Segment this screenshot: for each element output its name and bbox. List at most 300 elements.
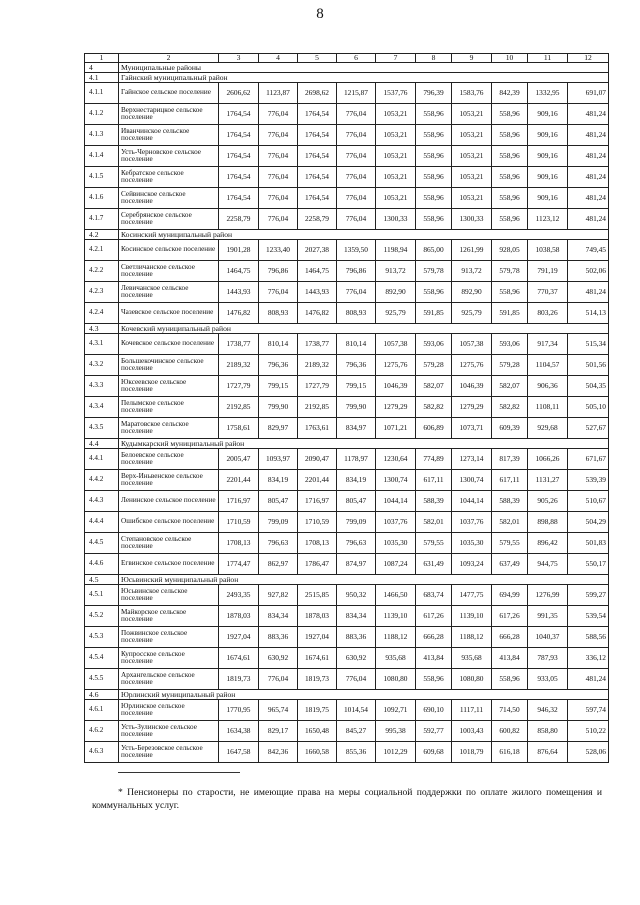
value-cell: 481,24 [568,669,609,690]
settlement-name: Серебрянское сельское поселение [119,209,219,230]
table-row [85,418,609,439]
value-cell: 481,24 [568,167,609,188]
value-cell: 1764,54 [298,104,337,125]
row-code: 4.4.2 [85,470,119,491]
value-cell: 776,04 [337,209,376,230]
value-cell: 865,00 [416,240,452,261]
value-cell: 593,06 [492,334,528,355]
settlement-name: Степановское сельское поселение [119,533,219,554]
value-cell: 1443,93 [219,282,259,303]
value-cell: 2201,44 [298,470,337,491]
settlement-name: Егвинское сельское поселение [119,554,219,575]
value-cell: 558,96 [416,125,452,146]
value-cell: 558,96 [416,146,452,167]
value-cell: 501,56 [568,355,609,376]
row-code: 4.1.3 [85,125,119,146]
value-cell: 925,79 [452,303,492,324]
value-cell: 791,19 [528,261,568,282]
value-cell: 1764,54 [298,167,337,188]
value-cell: 1466,50 [376,585,416,606]
value-cell: 925,79 [376,303,416,324]
column-number: 7 [376,54,416,63]
row-code: 4.5.3 [85,627,119,648]
value-cell: 905,26 [528,491,568,512]
column-number: 6 [337,54,376,63]
value-cell: 592,77 [416,721,452,742]
value-cell: 787,93 [528,648,568,669]
value-cell: 776,04 [259,209,298,230]
value-cell: 1139,10 [452,606,492,627]
value-cell: 558,96 [492,146,528,167]
value-cell: 776,04 [337,146,376,167]
value-cell: 413,84 [416,648,452,669]
table-row [85,648,609,669]
value-cell: 896,42 [528,533,568,554]
table-row [85,240,609,261]
value-cell: 558,96 [416,104,452,125]
tariff-table [84,53,609,763]
value-cell: 2515,85 [298,585,337,606]
table-row [85,397,609,418]
settlement-name: Кебратское сельское поселение [119,167,219,188]
value-cell: 579,28 [416,355,452,376]
value-cell: 694,99 [492,585,528,606]
settlement-name: Косинское сельское поселение [119,240,219,261]
table-row [85,449,609,470]
value-cell: 799,15 [337,376,376,397]
value-cell: 1275,76 [452,355,492,376]
value-cell: 874,97 [337,554,376,575]
value-cell: 2698,62 [298,83,337,104]
value-cell: 808,93 [337,303,376,324]
table-row [85,533,609,554]
column-number: 11 [528,54,568,63]
value-cell: 906,36 [528,376,568,397]
value-cell: 1053,21 [452,167,492,188]
value-cell: 582,07 [492,376,528,397]
section-row [85,63,609,73]
value-cell: 805,47 [337,491,376,512]
settlement-name: Левичанское сельское поселение [119,282,219,303]
value-cell: 929,68 [528,418,568,439]
value-cell: 796,63 [337,533,376,554]
value-cell: 796,39 [416,83,452,104]
value-cell: 558,96 [492,209,528,230]
value-cell: 876,64 [528,742,568,763]
value-cell: 558,96 [416,188,452,209]
row-code: 4.3.1 [85,334,119,355]
value-cell: 834,97 [337,418,376,439]
settlement-name: Пожвинское сельское поселение [119,627,219,648]
value-cell: 714,50 [492,700,528,721]
value-cell: 1477,75 [452,585,492,606]
value-cell: 935,68 [376,648,416,669]
row-code: 4.6.1 [85,700,119,721]
value-cell: 1044,14 [376,491,416,512]
settlement-name: Купросское сельское поселение [119,648,219,669]
section-row [85,73,609,83]
column-number-row [85,54,609,63]
value-cell: 609,68 [416,742,452,763]
value-cell: 1819,73 [219,669,259,690]
value-cell: 1764,54 [219,104,259,125]
value-cell: 1092,71 [376,700,416,721]
column-number: 10 [492,54,528,63]
footnote: * Пенсионеры по старости, не имеющие права на меры социальной поддержки по оплате жилого помещения и коммунальных услуг. [92,787,602,811]
settlement-name: Усть-Березовское сельское поселение [119,742,219,763]
value-cell: 776,04 [259,104,298,125]
section-code: 4.2 [85,230,119,240]
value-cell: 858,80 [528,721,568,742]
value-cell: 501,83 [568,533,609,554]
value-cell: 950,32 [337,585,376,606]
value-cell: 591,85 [416,303,452,324]
value-cell: 579,55 [492,533,528,554]
value-cell: 1727,79 [298,376,337,397]
row-code: 4.1.4 [85,146,119,167]
value-cell: 1634,38 [219,721,259,742]
value-cell: 1738,77 [298,334,337,355]
value-cell: 2606,62 [219,83,259,104]
value-cell: 1035,30 [452,533,492,554]
value-cell: 481,24 [568,104,609,125]
value-cell: 776,04 [259,125,298,146]
value-cell: 527,67 [568,418,609,439]
section-row [85,575,609,585]
value-cell: 834,19 [337,470,376,491]
value-cell: 1774,47 [219,554,259,575]
value-cell: 1080,80 [452,669,492,690]
row-code: 4.2.2 [85,261,119,282]
value-cell: 776,04 [337,669,376,690]
value-cell: 1276,99 [528,585,568,606]
value-cell: 579,28 [492,355,528,376]
value-cell: 1080,80 [376,669,416,690]
table-row [85,104,609,125]
value-cell: 1178,97 [337,449,376,470]
value-cell: 1123,12 [528,209,568,230]
value-cell: 582,01 [492,512,528,533]
value-cell: 913,72 [376,261,416,282]
value-cell: 1786,47 [298,554,337,575]
value-cell: 776,04 [337,125,376,146]
value-cell: 336,12 [568,648,609,669]
value-cell: 666,28 [416,627,452,648]
value-cell: 2192,85 [219,397,259,418]
value-cell: 671,67 [568,449,609,470]
value-cell: 1764,54 [298,146,337,167]
settlement-name: Майкорское сельское поселение [119,606,219,627]
value-cell: 2189,32 [219,355,259,376]
table-row [85,83,609,104]
value-cell: 834,19 [259,470,298,491]
value-cell: 805,47 [259,491,298,512]
section-row [85,230,609,240]
value-cell: 558,96 [492,125,528,146]
value-cell: 776,04 [259,669,298,690]
value-cell: 1261,99 [452,240,492,261]
value-cell: 776,04 [337,282,376,303]
settlement-name: Белоевское сельское поселение [119,449,219,470]
value-cell: 558,96 [416,167,452,188]
value-cell: 1464,75 [219,261,259,282]
row-code: 4.4.1 [85,449,119,470]
table-row [85,376,609,397]
value-cell: 481,24 [568,146,609,167]
value-cell: 1710,59 [298,512,337,533]
section-title: Кочевский муниципальный район [119,324,609,334]
value-cell: 799,15 [259,376,298,397]
row-code: 4.5.2 [85,606,119,627]
value-cell: 1087,24 [376,554,416,575]
value-cell: 1093,24 [452,554,492,575]
value-cell: 2258,79 [298,209,337,230]
value-cell: 909,16 [528,104,568,125]
table-row [85,721,609,742]
value-cell: 883,36 [259,627,298,648]
row-code: 4.1.7 [85,209,119,230]
value-cell: 606,89 [416,418,452,439]
value-cell: 1764,54 [219,125,259,146]
value-cell: 1057,38 [376,334,416,355]
value-cell: 965,74 [259,700,298,721]
table-row [85,146,609,167]
table-row [85,334,609,355]
value-cell: 1046,39 [452,376,492,397]
value-cell: 597,74 [568,700,609,721]
value-cell: 842,39 [492,83,528,104]
value-cell: 776,04 [337,188,376,209]
settlement-name: Кочевское сельское поселение [119,334,219,355]
value-cell: 504,29 [568,512,609,533]
value-cell: 776,04 [259,146,298,167]
row-code: 4.1.6 [85,188,119,209]
value-cell: 1764,54 [219,167,259,188]
value-cell: 1053,21 [376,125,416,146]
section-code: 4 [85,63,119,73]
table-row [85,261,609,282]
section-row [85,324,609,334]
value-cell: 928,05 [492,240,528,261]
value-cell: 617,11 [492,470,528,491]
value-cell: 528,06 [568,742,609,763]
value-cell: 588,39 [492,491,528,512]
value-cell: 1230,64 [376,449,416,470]
value-cell: 582,01 [416,512,452,533]
value-cell: 1273,14 [452,449,492,470]
settlement-name: Светличанское сельское поселение [119,261,219,282]
table-row [85,627,609,648]
value-cell: 1647,58 [219,742,259,763]
value-cell: 749,45 [568,240,609,261]
settlement-name: Маратовское сельское поселение [119,418,219,439]
settlement-name: Архангельское сельское поселение [119,669,219,690]
row-code: 4.4.3 [85,491,119,512]
value-cell: 1139,10 [376,606,416,627]
value-cell: 799,90 [259,397,298,418]
value-cell: 579,55 [416,533,452,554]
value-cell: 1057,38 [452,334,492,355]
value-cell: 946,32 [528,700,568,721]
value-cell: 691,07 [568,83,609,104]
row-code: 4.5.1 [85,585,119,606]
section-code: 4.3 [85,324,119,334]
value-cell: 834,34 [259,606,298,627]
row-code: 4.3.3 [85,376,119,397]
value-cell: 1279,29 [376,397,416,418]
value-cell: 1758,61 [219,418,259,439]
section-title: Муниципальные районы [119,63,609,73]
column-number: 1 [85,54,119,63]
value-cell: 481,24 [568,125,609,146]
row-code: 4.4.6 [85,554,119,575]
value-cell: 913,72 [452,261,492,282]
value-cell: 588,56 [568,627,609,648]
settlement-name: Большекочинское сельское поселение [119,355,219,376]
row-code: 4.1.5 [85,167,119,188]
value-cell: 1332,95 [528,83,568,104]
settlement-name: Юксеевское сельское поселение [119,376,219,397]
value-cell: 1073,71 [452,418,492,439]
table-row [85,470,609,491]
settlement-name: Юрлинское сельское поселение [119,700,219,721]
value-cell: 502,06 [568,261,609,282]
value-cell: 558,96 [416,669,452,690]
table-row [85,512,609,533]
value-cell: 917,34 [528,334,568,355]
row-code: 4.1.1 [85,83,119,104]
row-code: 4.1.2 [85,104,119,125]
value-cell: 1300,33 [452,209,492,230]
value-cell: 1764,54 [298,125,337,146]
value-cell: 808,93 [259,303,298,324]
settlement-name: Гайнское сельское поселение [119,83,219,104]
value-cell: 1046,39 [376,376,416,397]
footnote-separator [118,772,240,773]
value-cell: 593,06 [416,334,452,355]
value-cell: 898,88 [528,512,568,533]
value-cell: 579,78 [492,261,528,282]
value-cell: 909,16 [528,125,568,146]
row-code: 4.3.5 [85,418,119,439]
value-cell: 883,36 [337,627,376,648]
value-cell: 776,04 [259,282,298,303]
value-cell: 774,89 [416,449,452,470]
value-cell: 796,36 [259,355,298,376]
value-cell: 2493,35 [219,585,259,606]
table-row [85,669,609,690]
column-number: 5 [298,54,337,63]
value-cell: 1738,77 [219,334,259,355]
table-row [85,188,609,209]
value-cell: 770,37 [528,282,568,303]
value-cell: 1040,37 [528,627,568,648]
row-code: 4.2.3 [85,282,119,303]
column-number: 12 [568,54,609,63]
value-cell: 1053,21 [452,125,492,146]
value-cell: 505,10 [568,397,609,418]
value-cell: 1300,74 [376,470,416,491]
value-cell: 2005,47 [219,449,259,470]
section-code: 4.1 [85,73,119,83]
value-cell: 995,38 [376,721,416,742]
settlement-name: Усть-Черновское сельское поселение [119,146,219,167]
settlement-name: Усть-Зулинское сельское поселение [119,721,219,742]
value-cell: 1066,26 [528,449,568,470]
row-code: 4.2.4 [85,303,119,324]
settlement-name: Ошибское сельское поселение [119,512,219,533]
value-cell: 776,04 [337,167,376,188]
table-row [85,606,609,627]
value-cell: 1037,76 [452,512,492,533]
value-cell: 514,13 [568,303,609,324]
value-cell: 558,96 [492,167,528,188]
table-row [85,282,609,303]
value-cell: 1093,97 [259,449,298,470]
section-row [85,690,609,700]
value-cell: 617,26 [492,606,528,627]
value-cell: 666,28 [492,627,528,648]
value-cell: 481,24 [568,188,609,209]
value-cell: 909,16 [528,146,568,167]
value-cell: 1053,21 [376,188,416,209]
value-cell: 862,97 [259,554,298,575]
value-cell: 617,26 [416,606,452,627]
value-cell: 1275,76 [376,355,416,376]
value-cell: 1710,59 [219,512,259,533]
value-cell: 510,22 [568,721,609,742]
row-code: 4.6.3 [85,742,119,763]
value-cell: 1763,61 [298,418,337,439]
settlement-name: Верхнестарицкое сельское поселение [119,104,219,125]
value-cell: 582,07 [416,376,452,397]
value-cell: 845,27 [337,721,376,742]
value-cell: 1117,11 [452,700,492,721]
value-cell: 796,36 [337,355,376,376]
value-cell: 558,96 [492,104,528,125]
value-cell: 1035,30 [376,533,416,554]
value-cell: 591,85 [492,303,528,324]
settlement-name: Чазевское сельское поселение [119,303,219,324]
value-cell: 991,35 [528,606,568,627]
section-title: Юсьвинский муниципальный район [119,575,609,585]
value-cell: 550,17 [568,554,609,575]
value-cell: 683,74 [416,585,452,606]
value-cell: 558,96 [492,188,528,209]
value-cell: 599,27 [568,585,609,606]
value-cell: 1927,04 [219,627,259,648]
value-cell: 1476,82 [219,303,259,324]
value-cell: 1727,79 [219,376,259,397]
section-code: 4.4 [85,439,119,449]
section-title: Кудымкарский муниципальный район [119,439,609,449]
value-cell: 1018,79 [452,742,492,763]
table-row [85,125,609,146]
value-cell: 1464,75 [298,261,337,282]
value-cell: 1053,21 [452,104,492,125]
value-cell: 796,86 [259,261,298,282]
value-cell: 892,90 [376,282,416,303]
value-cell: 1764,54 [219,146,259,167]
value-cell: 1819,75 [298,700,337,721]
value-cell: 1300,33 [376,209,416,230]
value-cell: 600,82 [492,721,528,742]
value-cell: 1708,13 [298,533,337,554]
value-cell: 935,68 [452,648,492,669]
value-cell: 799,09 [337,512,376,533]
section-title: Гайнский муниципальный район [119,73,609,83]
value-cell: 1038,58 [528,240,568,261]
